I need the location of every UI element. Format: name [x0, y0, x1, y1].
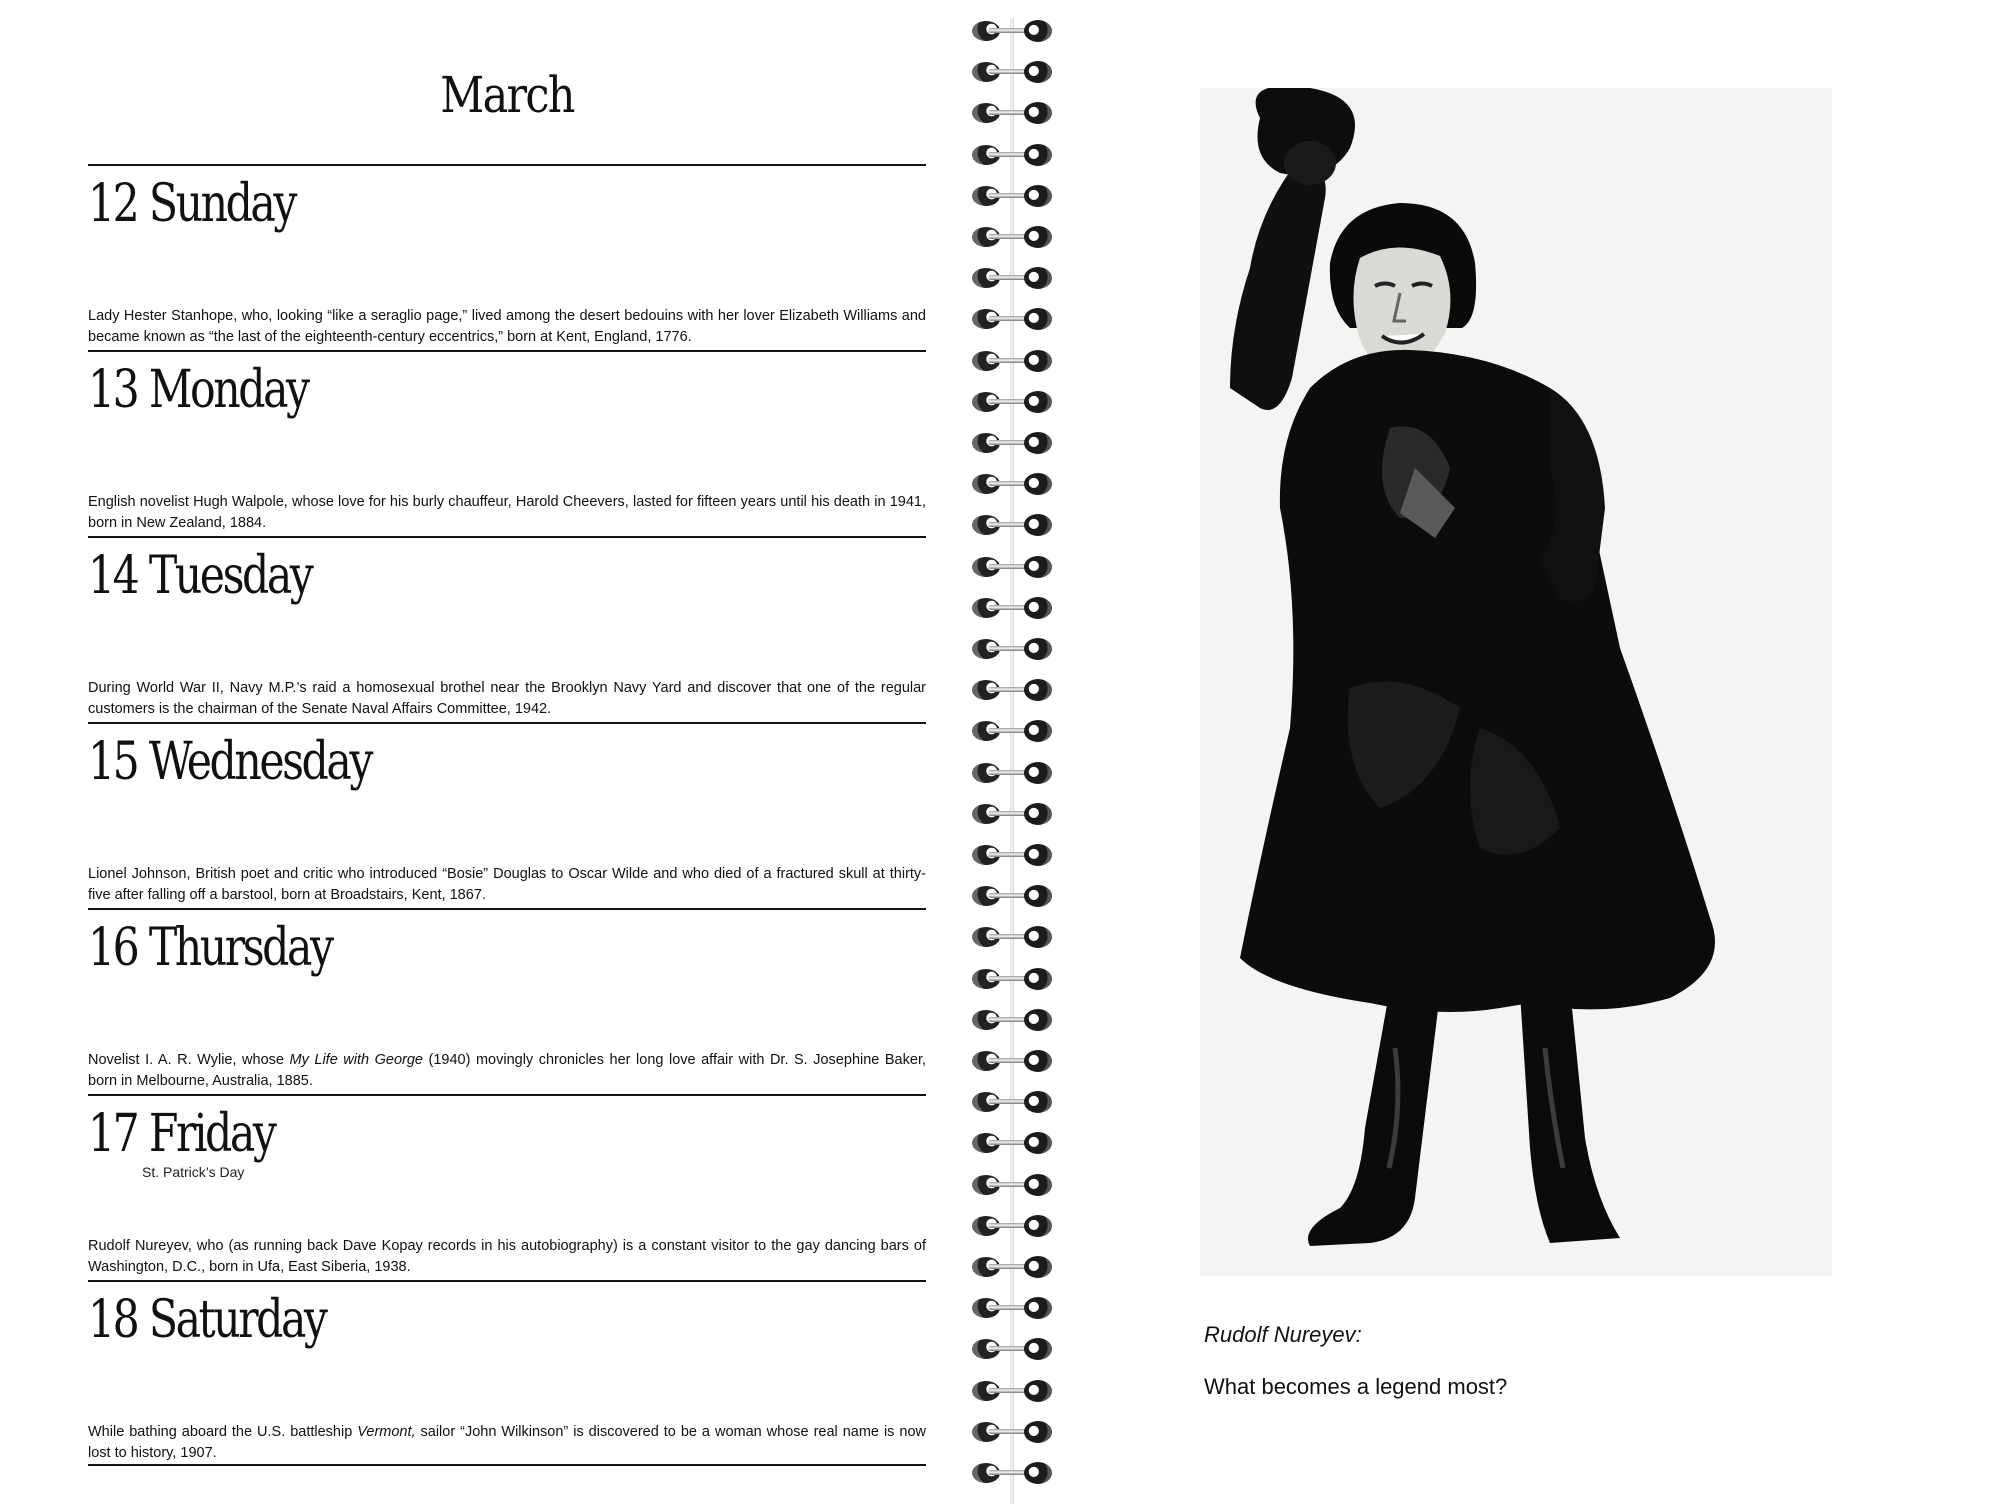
day-heading — [88, 1290, 326, 1350]
day-number: 13 — [88, 360, 138, 420]
coil-part — [1024, 1421, 1052, 1443]
coil-part — [1024, 514, 1052, 536]
spiral-coil — [970, 1460, 1058, 1486]
coil-part — [1024, 20, 1052, 42]
coil-part — [1024, 844, 1052, 866]
spiral-coil — [970, 677, 1058, 703]
spiral-coil — [970, 760, 1058, 786]
spiral-coil — [970, 142, 1058, 168]
day-number: 15 — [88, 732, 138, 792]
day-heading — [88, 546, 311, 606]
calendar-page — [88, 0, 926, 1506]
day-block-saturday — [88, 1280, 926, 1468]
spiral-coil — [970, 924, 1058, 950]
spiral-coil — [970, 1089, 1058, 1115]
spiral-coil — [970, 18, 1058, 44]
day-entry-text — [88, 678, 926, 720]
coil-part — [1024, 185, 1052, 207]
day-number: 14 — [88, 546, 138, 606]
spiral-coil — [970, 389, 1058, 415]
spiral-coil — [970, 1172, 1058, 1198]
entry-segment: During World War II, Navy M.P.’s raid a homosexual brothel near the Brooklyn Navy Yard and discover that one of the regular customers is the chairman of the Senate Naval Affairs Committee, 1942. — [88, 680, 926, 717]
day-block-monday — [88, 350, 926, 538]
day-heading — [88, 174, 295, 234]
coil-part — [1024, 803, 1052, 825]
coil-part — [1024, 885, 1052, 907]
spiral-coil — [970, 59, 1058, 85]
nureyev-photo — [1200, 88, 1832, 1276]
entry-segment: Lady Hester Stanhope, who, looking “like a seraglio page,” lived among the desert bedouins with her lover Elizabeth Williams and became known as “the last of the eighteenth-century eccentrics,” born at Kent, England, 1776. — [88, 308, 926, 345]
coil-part — [1024, 267, 1052, 289]
month-title: March — [440, 66, 574, 124]
spiral-coil — [970, 554, 1058, 580]
entry-segment: English novelist Hugh Walpole, whose love for his burly chauffeur, Harold Cheevers, lasted for fifteen years until his death in 1941, born in New Zealand, 1884. — [88, 494, 926, 531]
entry-segment: Rudolf Nureyev, who (as running back Dave Kopay records in his autobiography) is a constant visitor to the gay dancing bars of Washington, D.C., born in Ufa, East Siberia, 1938. — [88, 1238, 926, 1275]
day-name: Thursday — [148, 918, 332, 978]
photo-caption-name: Rudolf Nureyev: — [1204, 1322, 1362, 1347]
entry-segment: Novelist I. A. R. Wylie, whose — [88, 1052, 290, 1068]
italic-title: My Life with George — [289, 1052, 423, 1068]
coil-part — [1024, 679, 1052, 701]
spiral-coil — [970, 1213, 1058, 1239]
spiral-coil — [970, 512, 1058, 538]
coil-part — [1024, 473, 1052, 495]
day-entry-text — [88, 1236, 926, 1278]
spiral-coil — [970, 636, 1058, 662]
spiral-coil — [970, 1336, 1058, 1362]
spiral-coil — [970, 801, 1058, 827]
day-entry-text — [88, 1050, 926, 1092]
day-heading — [88, 1104, 274, 1164]
bottom-rule — [88, 1464, 926, 1466]
spiral-coil — [970, 718, 1058, 744]
entry-segment: sailor “John Wilkinson” is discovered to be a woman whose real name is now lost to history, 1907. — [88, 1424, 927, 1461]
day-block-tuesday — [88, 536, 926, 724]
coil-part — [1024, 1215, 1052, 1237]
spiral-coil — [970, 471, 1058, 497]
coil-part — [1024, 762, 1052, 784]
coil-part — [1024, 144, 1052, 166]
coil-part — [1024, 720, 1052, 742]
day-heading — [88, 732, 371, 792]
spiral-coil — [970, 306, 1058, 332]
coil-part — [1024, 1132, 1052, 1154]
spiral-coil — [970, 842, 1058, 868]
coil-part — [1024, 391, 1052, 413]
coil-part — [1024, 1297, 1052, 1319]
coil-part — [1024, 350, 1052, 372]
spiral-coil — [970, 348, 1058, 374]
coil-part — [1024, 1050, 1052, 1072]
coil-part — [1024, 308, 1052, 330]
spiral-coil — [970, 100, 1058, 126]
spiral-coil — [970, 966, 1058, 992]
coil-part — [1024, 1174, 1052, 1196]
spiral-binding — [970, 18, 1058, 1506]
photo-illustration — [1200, 88, 1832, 1276]
entry-segment: Lionel Johnson, British poet and critic who introduced “Bosie” Douglas to Oscar Wilde and who died of a fractured skull at thirty-five after falling off a barstool, born at Broadstairs, Kent, 1867. — [88, 866, 926, 903]
day-entry-text — [88, 1422, 926, 1464]
spiral-coil — [970, 183, 1058, 209]
entry-segment: (1940) movingly chronicles her long love affair with Dr. S. Josephine Baker, born in Melbourne, Australia, 1885. — [88, 1052, 926, 1089]
coil-part — [1024, 1462, 1052, 1484]
day-name: Friday — [148, 1104, 275, 1164]
coil-part — [1024, 1009, 1052, 1031]
spiral-coil — [970, 430, 1058, 456]
coil-part — [1024, 597, 1052, 619]
coil-part — [1024, 1256, 1052, 1278]
day-name: Sunday — [148, 174, 296, 234]
day-number: 18 — [88, 1290, 138, 1350]
spiral-coil — [970, 1048, 1058, 1074]
coil-part — [1024, 61, 1052, 83]
day-entry-text — [88, 306, 926, 348]
coil-part — [1024, 1338, 1052, 1360]
spiral-coil — [970, 1007, 1058, 1033]
coil-part — [1024, 1380, 1052, 1402]
coil-part — [1024, 432, 1052, 454]
entry-segment: While bathing aboard the U.S. battleship — [88, 1424, 358, 1440]
day-name: Wednesday — [148, 732, 371, 792]
day-entry-text — [88, 864, 926, 906]
spiral-coil — [970, 595, 1058, 621]
day-name: Saturday — [148, 1290, 326, 1350]
day-heading — [88, 918, 332, 978]
spiral-coil — [970, 1130, 1058, 1156]
spiral-coil — [970, 224, 1058, 250]
spiral-coil — [970, 265, 1058, 291]
spiral-coil — [970, 1254, 1058, 1280]
italic-title: Vermont, — [357, 1424, 416, 1440]
day-block-sunday — [88, 164, 926, 352]
day-number: 12 — [88, 174, 138, 234]
spiral-coil — [970, 1295, 1058, 1321]
coil-part — [1024, 638, 1052, 660]
spiral-coil — [970, 1419, 1058, 1445]
coil-part — [1024, 102, 1052, 124]
day-name: Tuesday — [148, 546, 312, 606]
day-number: 17 — [88, 1104, 138, 1164]
photo-caption-question: What becomes a legend most? — [1204, 1374, 1508, 1399]
day-block-wednesday — [88, 722, 926, 910]
spiral-coil — [970, 1378, 1058, 1404]
spiral-coil — [970, 883, 1058, 909]
coil-part — [1024, 226, 1052, 248]
day-block-friday — [88, 1094, 926, 1282]
day-holiday-note: St. Patrick’s Day — [142, 1164, 245, 1180]
day-heading — [88, 360, 308, 420]
day-number: 16 — [88, 918, 138, 978]
day-entry-text — [88, 492, 926, 534]
coil-part — [1024, 556, 1052, 578]
coil-part — [1024, 1091, 1052, 1113]
day-name: Monday — [148, 360, 308, 420]
coil-part — [1024, 926, 1052, 948]
day-block-thursday — [88, 908, 926, 1096]
coil-part — [1024, 968, 1052, 990]
